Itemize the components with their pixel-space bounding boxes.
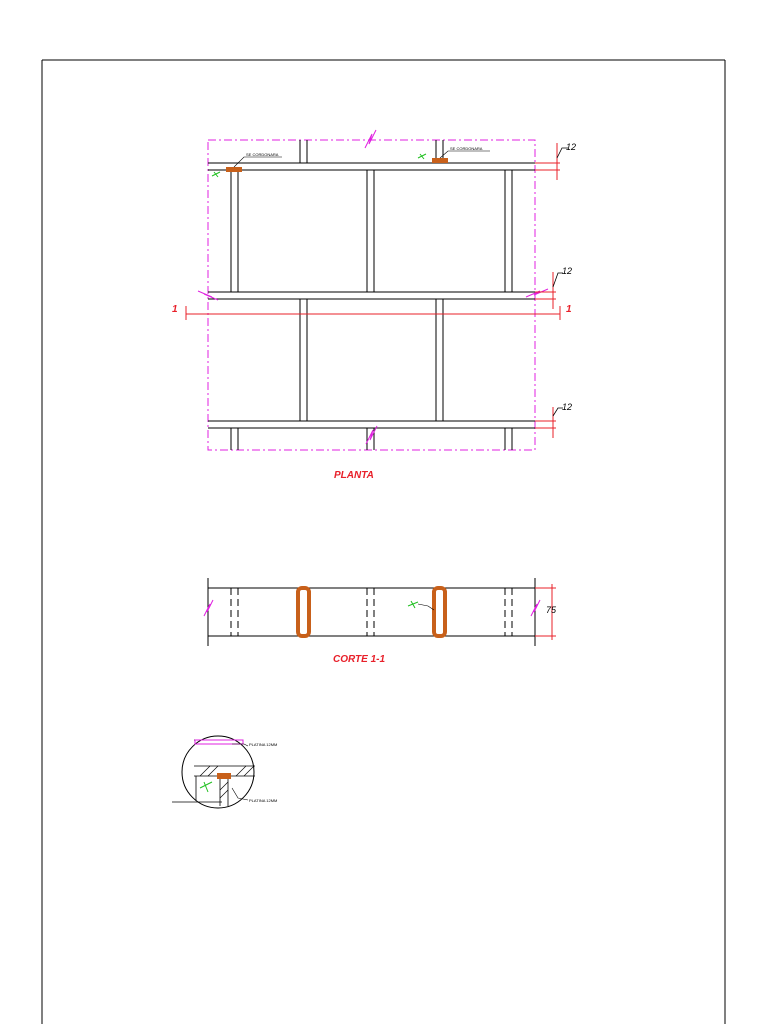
dimension-label: 12 — [562, 266, 573, 276]
section-cut-members — [298, 588, 445, 636]
weld-symbol — [408, 601, 418, 608]
detail-note: PLATINA 12MM — [249, 742, 278, 747]
weld-mark — [217, 773, 231, 779]
weld-symbol — [200, 782, 212, 792]
horizontal-beams — [208, 163, 535, 428]
section-line-1-1 — [186, 306, 560, 320]
detail-hatch — [200, 766, 254, 798]
weld-symbol — [212, 154, 426, 177]
plan-outline-dashed — [208, 140, 535, 450]
dimension-label: 75 — [546, 605, 557, 615]
section-view — [204, 578, 557, 665]
dimension-label: 12 — [562, 402, 573, 412]
dimension-markers — [535, 143, 560, 438]
detail-circle — [182, 736, 254, 808]
sheet-border — [42, 60, 725, 1024]
detail-note: PLATINA 12MM — [249, 798, 278, 803]
weld-note: SE CORDONARA — [246, 152, 279, 157]
section-mark-left: 1 — [172, 304, 178, 315]
plan-title: PLANTA — [334, 470, 374, 481]
vertical-members — [231, 140, 512, 450]
plan-view — [172, 130, 576, 481]
dimension-label: 12 — [566, 142, 577, 152]
weld-note: SE CORDONARA — [450, 146, 483, 151]
weld-mark — [432, 158, 448, 163]
weld-leader — [418, 604, 434, 610]
weld-mark — [226, 167, 242, 172]
section-mark-right: 1 — [566, 304, 572, 315]
break-marks — [198, 130, 548, 444]
hidden-members — [231, 588, 512, 636]
dimension-leaders — [553, 148, 568, 416]
weld-detail — [172, 736, 277, 808]
break-marks — [204, 600, 540, 616]
section-title: CORTE 1-1 — [333, 654, 386, 665]
